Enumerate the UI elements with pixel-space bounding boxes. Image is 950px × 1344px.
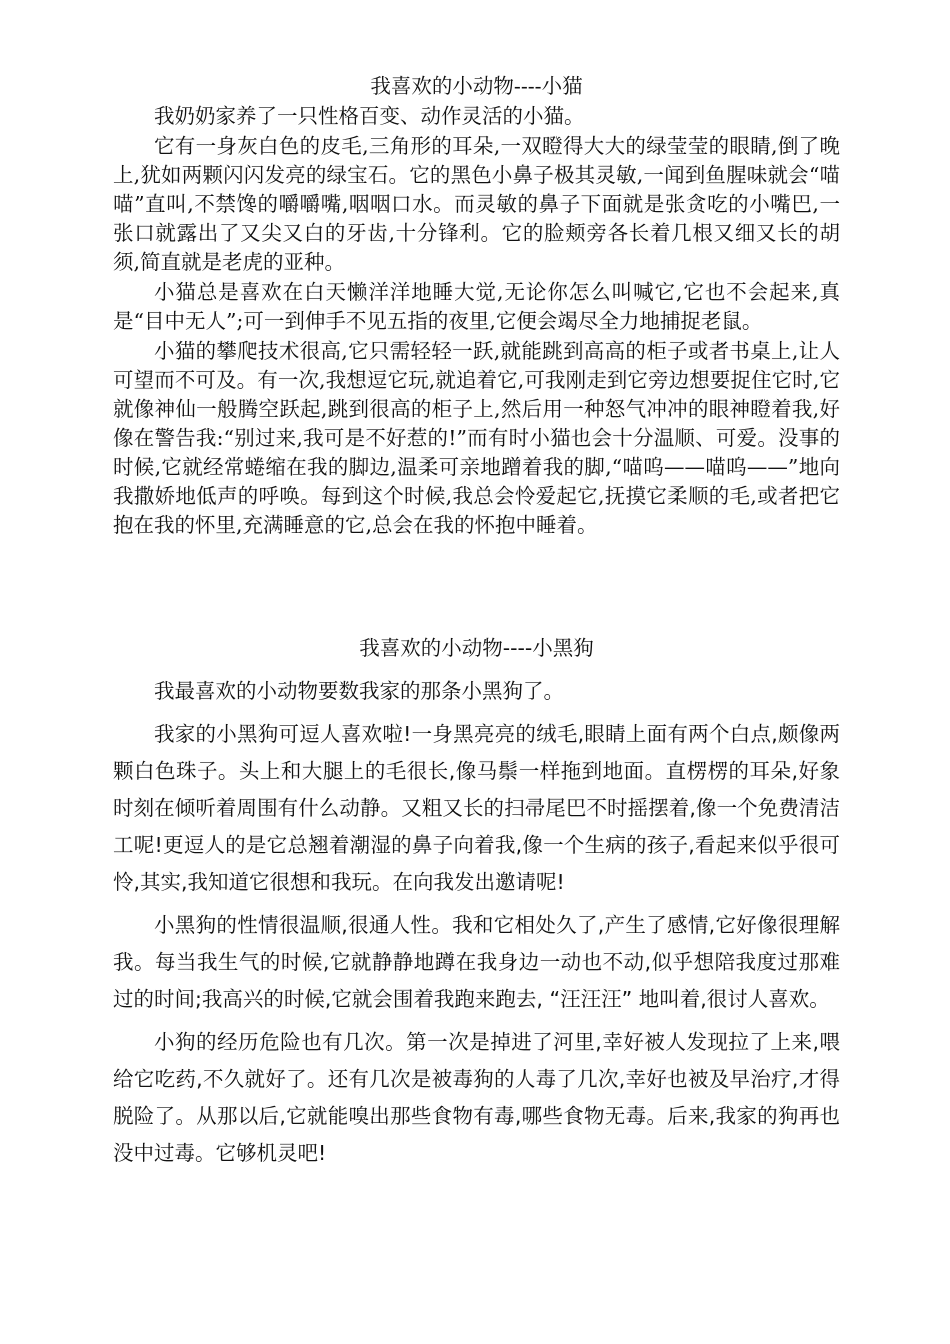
paragraph: 我最喜欢的小动物要数我家的那条小黑狗了。 bbox=[154, 679, 564, 703]
essay-dog bbox=[113, 630, 840, 1178]
paragraph: 它有一身灰白色的皮毛,三角形的耳朵,一双瞪得大大的绿莹莹的眼睛,倒了晚上,犹如两颗闪闪发亮的绿宝石。它的黑色小鼻子极其灵敏,一闻到鱼腥味就会“喵喵”直叫,不禁馋的嚼嚼嘴,咽咽口水。而灵敏的鼻子下面就是张贪吃的小嘴巴,一张口就露出了又尖又白的牙齿,十分锋利。它的脸颊旁各长着几根又细又长的胡须,简直就是老虎的亚种。 bbox=[113, 134, 840, 274]
paragraph: 小猫的攀爬技术很高,它只需轻轻一跃,就能跳到高高的柜子或者书桌上,让人可望而不可及。有一次,我想逗它玩,就追着它,可我刚走到它旁边想要捉住它时,它就像神仙一般腾空跃起,跳到很高的柜子上,然后用一种怒气冲冲的眼神瞪着我,好像在警告我:“别过来,我可是不好惹的!”而有时小猫也会十分温顺、可爱。没事的时候,它就经常蜷缩在我的脚边,温柔可亲地蹭着我的脚,“喵呜——喵呜——”地向我撒娇地低声的呼唤。每到这个时候,我总会怜爱起它,抚摸它柔顺的毛,或者把它抱在我的怀里,充满睡意的它,总会在我的怀抱中睡着。 bbox=[113, 339, 840, 537]
paragraph: 我家的小黑狗可逗人喜欢啦!一身黑亮亮的绒毛,眼睛上面有两个白点,颇像两颗白色珠子。头上和大腿上的毛很长,像马鬃一样拖到地面。直楞楞的耳朵,好象时刻在倾听着周围有什么动静。又粗又长的扫帚尾巴不时摇摆着,像一个免费清洁工呢!更逗人的是它总翘着潮湿的鼻子向着我,像一个生病的孩子,看起来似乎很可怜,其实,我知道它很想和我玩。在向我发出邀请呢! bbox=[113, 722, 840, 894]
paragraph: 小猫总是喜欢在白天懒洋洋地睡大觉,无论你怎么叫喊它,它也不会起来,真是“目中无人”;可一到伸手不见五指的夜里,它便会竭尽全力地捕捉老鼠。 bbox=[113, 280, 840, 333]
paragraph: 我奶奶家养了一只性格百变、动作灵活的小猫。 bbox=[154, 104, 585, 128]
essay-title-cat: 我喜欢的小动物----小猫 bbox=[370, 74, 583, 98]
paragraph: 小黑狗的性情很温顺,很通人性。我和它相处久了,产生了感情,它好像很理解我。每当我生气的时候,它就静静地蹲在我身边一动也不动,似乎想陪我度过那难过的时间;我高兴的时候,它就会围着我跑来跑去, “汪汪汪” 地叫着,很讨人喜欢。 bbox=[113, 913, 840, 1011]
paragraph: 小狗的经历危险也有几次。第一次是掉进了河里,幸好被人发现拉了上来,喂给它吃药,不久就好了。还有几次是被毒狗的人毒了几次,幸好也被及早治疗,才得脱险了。从那以后,它就能嗅出那些食物有毒,哪些食物无毒。后来,我家的狗再也没中过毒。它够机灵吧! bbox=[113, 1030, 840, 1165]
essay-cat bbox=[113, 72, 840, 541]
essay-title-dog: 我喜欢的小动物----小黑狗 bbox=[359, 636, 594, 660]
